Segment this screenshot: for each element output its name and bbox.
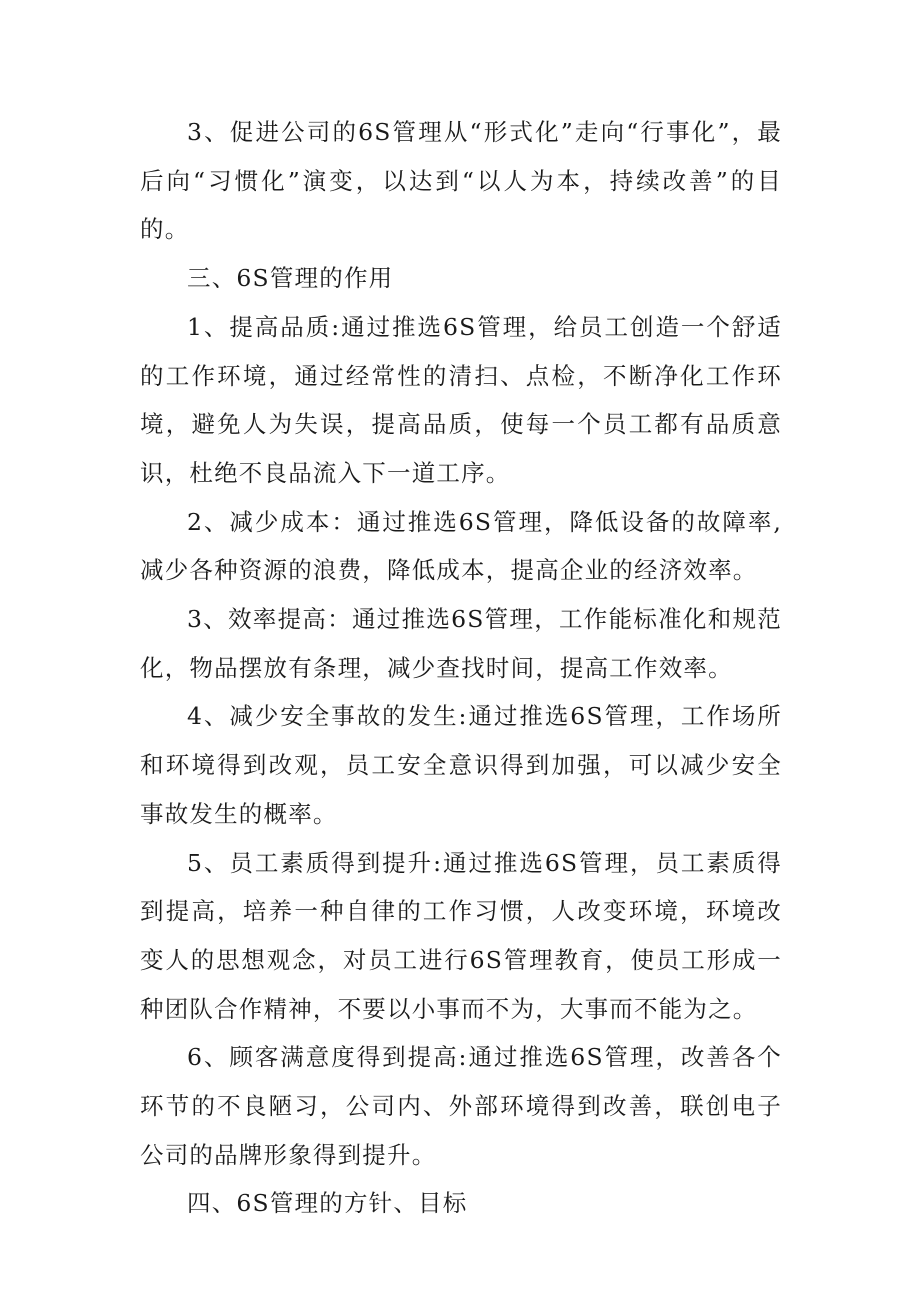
paragraph-customer-satisfaction: 6、顾客满意度得到提高:通过推选6S管理，改善各个环节的不良陋习，公司内、外部环境得到改善，联创电子公司的品牌形象得到提升。 xyxy=(140,1043,782,1169)
paragraph-reduce-cost: 2、减少成本：通过推选6S管理，降低设备的故障率,减少各种资源的浪费，降低成本，提高企业的经济效率。 xyxy=(140,507,782,585)
paragraph-reduce-accidents: 4、减少安全事故的发生:通过推选6S管理，工作场所和环境得到改观，员工安全意识得到加强，可以减少安全事故发生的概率。 xyxy=(140,702,782,828)
section-heading-policy: 四、6S管理的方针、目标 xyxy=(187,1189,468,1218)
paragraph-improve-quality: 1、提高品质:通过推选6S管理，给员工创造一个舒适的工作环境，通过经常性的清扫、点检，不断净化工作环境，避免人为失误，提高品质，使每一个员工都有品质意识，杜绝不良品流入下一道工序。 xyxy=(140,312,782,487)
section-heading-role: 三、6S管理的作用 xyxy=(187,264,394,293)
paragraph-promote-6s: 3、促进公司的6S管理从“形式化”走向“行事化”，最后向“习惯化”演变，以达到“以人为本，持续改善”的目的。 xyxy=(140,118,782,244)
paragraph-staff-quality: 5、员工素质得到提升:通过推选6S管理，员工素质得到提高，培养一种自律的工作习惯，人改变环境，环境改变人的思想观念，对员工进行6S管理教育，使员工形成一种团队合作精神，不要以小事而不为，大事而不能为之。 xyxy=(140,848,782,1023)
document-body xyxy=(140,108,782,1228)
paragraph-improve-efficiency: 3、效率提高：通过推选6S管理，工作能标准化和规范化，物品摆放有条理，减少查找时间，提高工作效率。 xyxy=(140,605,782,682)
